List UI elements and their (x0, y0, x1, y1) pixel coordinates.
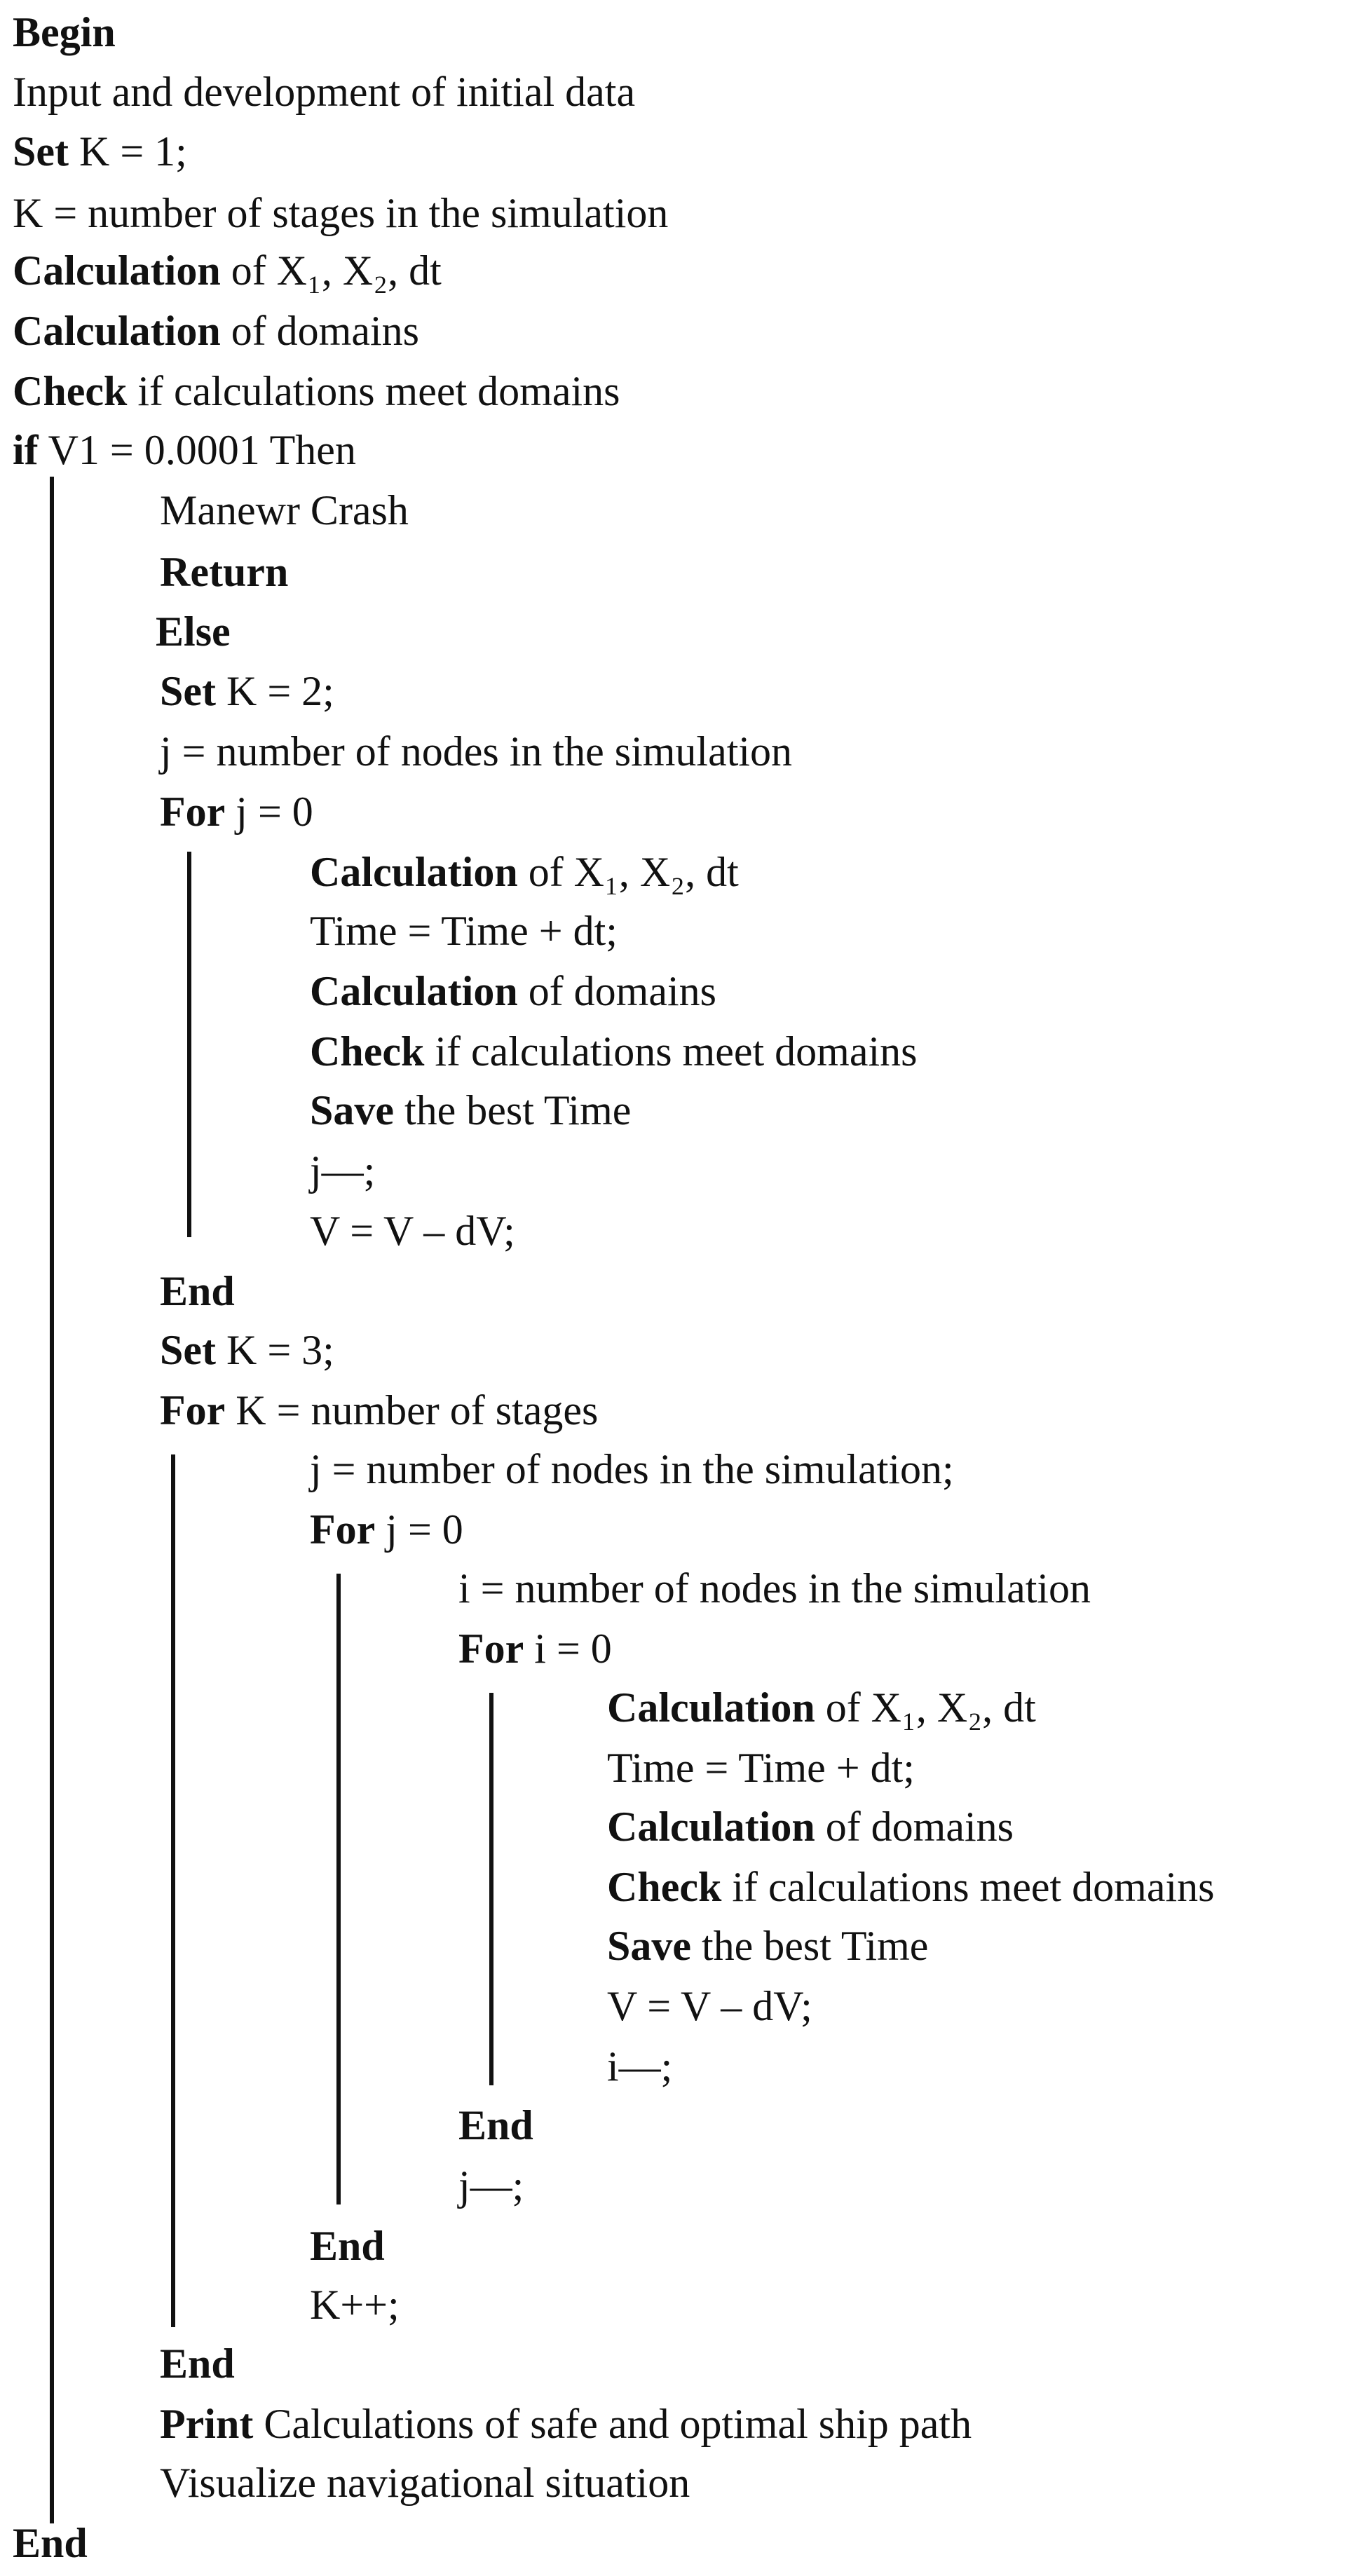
statement-text: Manewr Crash (160, 487, 409, 533)
statement-text: K++; (310, 2282, 400, 2328)
code-line (310, 1026, 917, 1077)
code-line (607, 2041, 672, 2092)
code-line (310, 1085, 631, 1136)
statement-text: Visualize navigational situation (160, 2460, 690, 2506)
code-line (607, 1921, 928, 1971)
code-line (160, 786, 313, 837)
keyword: For (458, 1626, 524, 1672)
keyword: For (310, 1506, 376, 1553)
statement-text: K = number of stages in the simulation (13, 190, 669, 236)
code-line (310, 906, 618, 956)
statement-text: Time = Time + dt; (607, 1745, 915, 1791)
statement-text: if calculations meet domains (127, 368, 620, 414)
statement-text: of X₁, X₂, dt (517, 849, 739, 895)
code-line (13, 7, 116, 57)
statement-text: the best Time (394, 1087, 632, 1133)
code-line (458, 1563, 1091, 1614)
code-line (458, 2100, 533, 2151)
statement-text: i––; (607, 2043, 673, 2090)
code-line (607, 1981, 812, 2031)
code-line (310, 2279, 400, 2330)
keyword: End (458, 2102, 533, 2148)
statement-text: i = number of nodes in the simulation (458, 1565, 1091, 1611)
statement-text: K = 2; (215, 668, 334, 714)
code-line (13, 425, 356, 475)
code-line (160, 2399, 972, 2449)
statement-text: of domains (517, 968, 717, 1014)
code-line (458, 1623, 612, 1674)
statement-text: Calculations of safe and optimal ship path (253, 2401, 972, 2447)
code-line (13, 2518, 88, 2568)
statement-text: j = number of nodes in the simulation (160, 728, 793, 775)
block-bar-for-k (171, 1454, 175, 2327)
code-line (607, 1743, 915, 1793)
code-line (160, 1325, 334, 1375)
code-line (310, 966, 716, 1016)
keyword: Set (160, 1327, 216, 1373)
code-line (160, 1385, 598, 1436)
code-line (310, 1145, 375, 1196)
keyword: Set (160, 668, 216, 714)
keyword: Print (160, 2401, 254, 2447)
code-line (458, 2160, 524, 2211)
keyword: Calculation (310, 849, 518, 895)
keyword: Check (310, 1028, 425, 1075)
code-line (13, 366, 620, 416)
statement-text: of domains (815, 1804, 1014, 1850)
keyword: End (160, 2340, 235, 2387)
code-line (160, 547, 288, 597)
block-bar-for-i (489, 1693, 493, 2085)
statement-text: j = number of nodes in the simulation; (310, 1446, 954, 1492)
statement-text: V1 = 0.0001 Then (38, 427, 356, 473)
code-line (156, 606, 231, 657)
statement-text: K = number of stages (225, 1387, 599, 1433)
statement-text: j = 0 (225, 789, 313, 835)
code-line (13, 306, 419, 356)
statement-text: of X₁, X₂, dt (815, 1684, 1036, 1731)
block-bar-for-j-nested (336, 1574, 341, 2204)
code-line (310, 1444, 954, 1494)
code-line (310, 2221, 385, 2271)
statement-text: j = 0 (375, 1506, 463, 1553)
statement-text: K = 3; (215, 1327, 334, 1373)
code-line (160, 726, 792, 777)
keyword: Check (607, 1864, 722, 1910)
code-line (160, 2458, 690, 2508)
statement-text: i = 0 (524, 1626, 612, 1672)
keyword: Return (160, 549, 289, 595)
keyword: Check (13, 368, 128, 414)
code-line (13, 126, 187, 177)
keyword: Else (156, 608, 231, 655)
keyword: Calculation (310, 968, 518, 1014)
code-line (13, 67, 635, 117)
code-line (607, 1801, 1014, 1852)
code-line (160, 485, 409, 536)
keyword: For (160, 789, 226, 835)
keyword: Begin (13, 9, 116, 55)
keyword: For (160, 1387, 226, 1433)
code-line (160, 1266, 235, 1316)
statement-text: V = V – dV; (310, 1208, 515, 1254)
keyword: Calculation (13, 308, 221, 354)
statement-text: Input and development of initial data (13, 69, 636, 115)
code-line (310, 1206, 515, 1256)
keyword: Save (607, 1923, 691, 1969)
statement-text: of domains (220, 308, 420, 354)
code-line (607, 1862, 1214, 1912)
keyword: End (13, 2520, 88, 2566)
statement-text: V = V – dV; (607, 1983, 812, 2029)
statement-text: j––; (458, 2162, 524, 2209)
code-line (160, 666, 334, 716)
keyword: if (13, 427, 39, 473)
keyword: End (160, 1268, 235, 1314)
keyword: Set (13, 128, 69, 175)
code-line (13, 245, 442, 296)
statement-text: j––; (310, 1147, 376, 1194)
code-line (13, 188, 668, 238)
statement-text: the best Time (691, 1923, 929, 1969)
statement-text: if calculations meet domains (424, 1028, 918, 1075)
block-bar-if (50, 477, 54, 2523)
code-line (310, 1504, 463, 1555)
statement-text: if calculations meet domains (721, 1864, 1215, 1910)
block-bar-for-j-first (187, 852, 191, 1237)
keyword: Calculation (13, 247, 221, 294)
code-line (310, 847, 739, 897)
statement-text: of X₁, X₂, dt (220, 247, 442, 294)
code-line (607, 1682, 1036, 1733)
statement-text: Time = Time + dt; (310, 908, 618, 954)
keyword: Calculation (607, 1684, 815, 1731)
statement-text: K = 1; (68, 128, 187, 175)
keyword: Save (310, 1087, 394, 1133)
code-line (160, 2338, 235, 2389)
keyword: End (310, 2223, 385, 2269)
keyword: Calculation (607, 1804, 815, 1850)
